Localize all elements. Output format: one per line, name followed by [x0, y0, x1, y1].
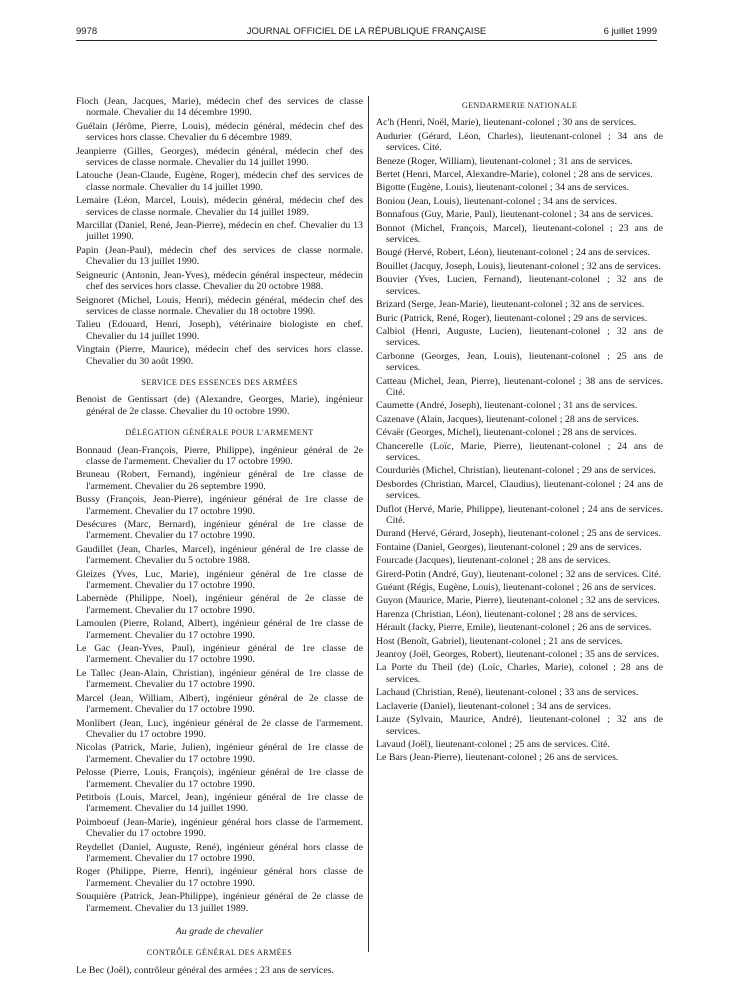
list-entry: Girerd-Potin (André, Guy), lieutenant-colonel ; 32 ans de services. Cité.	[376, 568, 661, 580]
list-entry: Lachaud (Christian, René), lieutenant-colonel ; 33 ans de services.	[376, 687, 639, 699]
list-entry: Lemaire (Léon, Marcel, Louis), médecin général, médecin chef des services de classe normale. Chevalier du 14 juillet 1989.	[76, 195, 363, 218]
list-entry: Harenza (Christian, Léon), lieutenant-colonel ; 28 ans de services.	[376, 608, 638, 620]
list-entry: La Porte du Theil (de) (Loïc, Charles, Marie), colonel ; 28 ans de services.	[376, 662, 663, 685]
list-entry: Jeanpierre (Gilles, Georges), médecin général, médecin chef des services de classe normale. Chevalier du 14 juillet 1990.	[76, 145, 363, 169]
list-entry: Durand (Hervé, Gérard, Joseph), lieutenant-colonel ; 25 ans de services.	[376, 528, 661, 540]
section-heading-gendarmerie: GENDARMERIE NATIONALE	[461, 101, 578, 110]
list-entry: Hérault (Jacky, Pierre, Emile), lieutenant-colonel ; 26 ans de services.	[376, 622, 652, 634]
list-entry: Papin (Jean-Paul), médecin chef des services de classe normale. Chevalier du 13 juillet 1990.	[76, 244, 363, 268]
list-entry: Monlibert (Jean, Luc), ingénieur général de 2e classe de l'armement. Chevalier du 17 octobre 1990.	[76, 717, 363, 740]
list-entry: Le Bec (Joël), contrôleur général des armées ; 23 ans de services.	[76, 964, 335, 976]
list-entry: Fontaine (Daniel, Georges), lieutenant-colonel ; 29 ans de services.	[376, 541, 642, 553]
list-entry: Lavaud (Joël), lieutenant-colonel ; 25 ans de services. Cité.	[376, 738, 610, 750]
list-entry: Bertet (Henri, Marcel, Alexandre-Marie), colonel ; 28 ans de services.	[376, 169, 653, 181]
list-entry: Fourcade (Jacques), lieutenant-colonel ; 28 ans de services.	[376, 555, 611, 567]
list-entry: Desbordes (Christian, Marcel, Claudius), lieutenant-colonel ; 24 ans de services.	[376, 478, 663, 502]
list-entry: Calbiol (Henri, Auguste, Lucien), lieutenant-colonel ; 32 ans de services.	[376, 325, 663, 349]
list-entry: Gaudillet (Jean, Charles, Marcel), ingénieur général de 1re classe de l'armement. Chevalier du 5 octobre 1988.	[76, 543, 363, 567]
list-entry: Marcillat (Daniel, René, Jean-Pierre), médecin en chef. Chevalier du 13 juillet 1990.	[76, 220, 363, 243]
list-entry: Bonnaud (Jean-François, Pierre, Philippe), ingénieur général de 2e classe de l'armement. Chevalier du 17 octobre 1990.	[76, 444, 363, 467]
section-armement	[76, 445, 363, 914]
list-entry: Carbonne (Georges, Jean, Louis), lieutenant-colonel ; 25 ans de services.	[376, 350, 663, 374]
list-entry: Guéant (Régis, Eugène, Louis), lieutenant-colonel ; 26 ans de services.	[376, 582, 656, 594]
list-entry: Jeanroy (Joël, Georges, Robert), lieutenant-colonel ; 35 ans de services.	[376, 649, 660, 661]
list-entry: Catteau (Michel, Jean, Pierre), lieutenant-colonel ; 38 ans de services. Cité.	[376, 375, 663, 398]
list-entry: Bigotte (Eugène, Louis), lieutenant-colonel ; 34 ans de services.	[376, 182, 630, 194]
list-entry: Roger (Philippe, Pierre, Henri), ingénieur général hors classe de l'armement. Chevalier du 17 octobre 1990.	[76, 866, 363, 889]
list-entry: Ac'h (Henri, Noël, Marie), lieutenant-colonel ; 30 ans de services.	[376, 117, 637, 129]
page-header	[76, 26, 657, 40]
list-entry: Beneze (Roger, William), lieutenant-colonel ; 31 ans de services.	[376, 155, 633, 167]
list-entry: Labernède (Philippe, Noel), ingénieur général de 2e classe de l'armement. Chevalier du 17 octobre 1990.	[76, 593, 363, 616]
list-entry: Vingtain (Pierre, Maurice), médecin chef des services hors classe. Chevalier du 30 août 1990.	[76, 344, 363, 367]
list-entry: Bruneau (Robert, Fernand), ingénieur général de 1re classe de l'armement. Chevalier du 26 septembre 1990.	[76, 469, 363, 492]
journal-title: JOURNAL OFFICIEL DE LA RÉPUBLIQUE FRANÇAISE	[246, 26, 487, 37]
header-rule	[76, 40, 657, 41]
list-entry: Petitbois (Louis, Marcel, Jean), ingénieur général de 1re classe de l'armement. Chevalier du 14 juillet 1990.	[76, 791, 363, 815]
issue-date: 6 juillet 1999	[603, 26, 657, 37]
list-entry: Bonnafous (Guy, Marie, Paul), lieutenant-colonel ; 34 ans de services.	[376, 209, 654, 221]
list-entry: Cévaër (Georges, Michel), lieutenant-colonel ; 28 ans de services.	[376, 427, 637, 439]
list-entry: Seignoret (Michel, Louis, Henri), médecin général, médecin chef des services de classe normale. Chevalier du 18 octobre 1990.	[76, 294, 363, 317]
list-entry: Le Bars (Jean-Pierre), lieutenant-colonel ; 26 ans de services.	[376, 752, 619, 764]
list-entry: Cazenave (Alain, Jacques), lieutenant-colonel ; 28 ans de services.	[376, 413, 639, 425]
list-entry: Lamoulen (Pierre, Roland, Albert), ingénieur général de 1re classe de l'armement. Chevalier du 17 octobre 1990.	[76, 618, 363, 641]
list-entry: Nicolas (Patrick, Marie, Julien), ingénieur général de 1re classe de l'armement. Chevalier du 17 octobre 1990.	[76, 742, 363, 765]
list-entry: Laclaverie (Daniel), lieutenant-colonel ; 34 ans de services.	[376, 700, 611, 712]
page-number: 9978	[76, 26, 98, 37]
list-entry: Duflot (Hervé, Marie, Philippe), lieutenant-colonel ; 24 ans de services. Cité.	[376, 503, 663, 526]
list-entry: Courduriès (Michel, Christian), lieutenant-colonel ; 29 ans de services.	[376, 465, 656, 477]
list-entry: Host (Benoît, Gabriel), lieutenant-colonel ; 21 ans de services.	[376, 635, 623, 647]
list-entry: Marcel (Jean, William, Albert), ingénieur général de 2e classe de l'armement. Chevalier du 17 octobre 1990.	[76, 692, 363, 716]
list-entry: Le Gac (Jean-Yves, Paul), ingénieur général de 1re classe de l'armement. Chevalier du 17 octobre 1990.	[76, 643, 363, 666]
list-entry: Lauze (Sylvain, Maurice, André), lieutenant-colonel ; 32 ans de services.	[376, 714, 663, 737]
left-column	[76, 96, 363, 978]
grade-subheading: Au grade de chevalier	[175, 926, 264, 937]
list-entry: Brizard (Serge, Jean-Marie), lieutenant-colonel ; 32 ans de services.	[376, 299, 645, 311]
list-entry: Poimboeuf (Jean-Marie), ingénieur général hors classe de l'armement. Chevalier du 17 octobre 1990.	[76, 816, 363, 840]
section-heading-controle: CONTRÔLE GÉNÉRAL DES ARMÉES	[146, 948, 293, 958]
list-entry: Le Tallec (Jean-Alain, Christian), ingénieur général de 1re classe de l'armement. Chevalier du 17 octobre 1990.	[76, 667, 363, 691]
list-entry: Boniou (Jean, Louis), lieutenant-colonel ; 34 ans de services.	[376, 195, 618, 207]
list-entry: Bouvier (Yves, Lucien, Fernand), lieutenant-colonel ; 32 ans de services.	[376, 274, 663, 297]
list-entry: Bougé (Hervé, Robert, Léon), lieutenant-colonel ; 24 ans de services.	[376, 247, 650, 259]
list-entry: Talieu (Edouard, Henri, Joseph), vétérinaire biologiste en chef. Chevalier du 14 juillet 1990.	[76, 319, 363, 342]
list-entry: Seigneuric (Antonin, Jean-Yves), médecin général inspecteur, médecin chef des services hors classe. Chevalier du 20 octobre 1988.	[76, 269, 363, 293]
list-entry: Bonnot (Michel, François, Marcel), lieutenant-colonel ; 23 ans de services.	[376, 222, 663, 246]
section-essences	[76, 394, 363, 417]
section-gendarmerie	[376, 117, 663, 763]
section-heading-armement: DÉLÉGATION GÉNÉRALE POUR L'ARMEMENT	[125, 428, 314, 438]
list-entry: Benoist de Gentissart (de) (Alexandre, Georges, Marie), ingénieur général de 2e classe. Chevalier du 10 octobre 1990.	[76, 394, 363, 417]
section-heading-essences: SERVICE DES ESSENCES DES ARMÉES	[141, 377, 298, 387]
list-entry: Pelosse (Pierre, Louis, François), ingénieur général de 1re classe de l'armement. Chevalier du 17 octobre 1990.	[76, 767, 363, 790]
section-service-de-sante	[76, 96, 363, 367]
list-entry: Bouillet (Jacquy, Joseph, Louis), lieutenant-colonel ; 32 ans de services.	[376, 260, 661, 272]
list-entry: Gleizes (Yves, Luc, Marie), ingénieur général de 1re classe de l'armement. Chevalier du 17 octobre 1990.	[76, 568, 363, 592]
list-entry: Bussy (François, Jean-Pierre), ingénieur général de 1re classe de l'armement. Chevalier du 17 octobre 1990.	[76, 494, 363, 517]
list-entry: Desécures (Marc, Bernard), ingénieur général de 1re classe de l'armement. Chevalier du 17 octobre 1990.	[76, 519, 363, 542]
list-entry: Buric (Patrick, René, Roger), lieutenant-colonel ; 29 ans de services.	[376, 312, 648, 324]
list-entry: Souquière (Patrick, Jean-Philippe), ingénieur général de 2e classe de l'armement. Chevalier du 13 juillet 1989.	[76, 891, 363, 914]
list-entry: Floch (Jean, Jacques, Marie), médecin chef des services de classe normale. Chevalier du 14 décembre 1990.	[76, 96, 363, 119]
right-column	[376, 96, 663, 766]
section-controle	[76, 965, 363, 976]
list-entry: Guyon (Maurice, Marie, Pierre), lieutenant-colonel ; 32 ans de services.	[376, 595, 660, 607]
list-entry: Caumette (André, Joseph), lieutenant-colonel ; 31 ans de services.	[376, 400, 638, 412]
list-entry: Guélain (Jérôme, Pierre, Louis), médecin général, médecin chef des services hors classe. Chevalier du 6 décembre 1989.	[76, 120, 363, 144]
list-entry: Reydellet (Daniel, Auguste, René), ingénieur général hors classe de l'armement. Chevalier du 17 octobre 1990.	[76, 841, 363, 864]
column-divider	[368, 96, 369, 952]
list-entry: Latouche (Jean-Claude, Eugène, Roger), médecin chef des services de classe normale. Chevalier du 14 juillet 1990.	[76, 170, 363, 193]
list-entry: Chancerelle (Loïc, Marie, Pierre), lieutenant-colonel ; 24 ans de services.	[376, 440, 663, 463]
list-entry: Audurier (Gérard, Léon, Charles), lieutenant-colonel ; 34 ans de services. Cité.	[376, 130, 663, 154]
